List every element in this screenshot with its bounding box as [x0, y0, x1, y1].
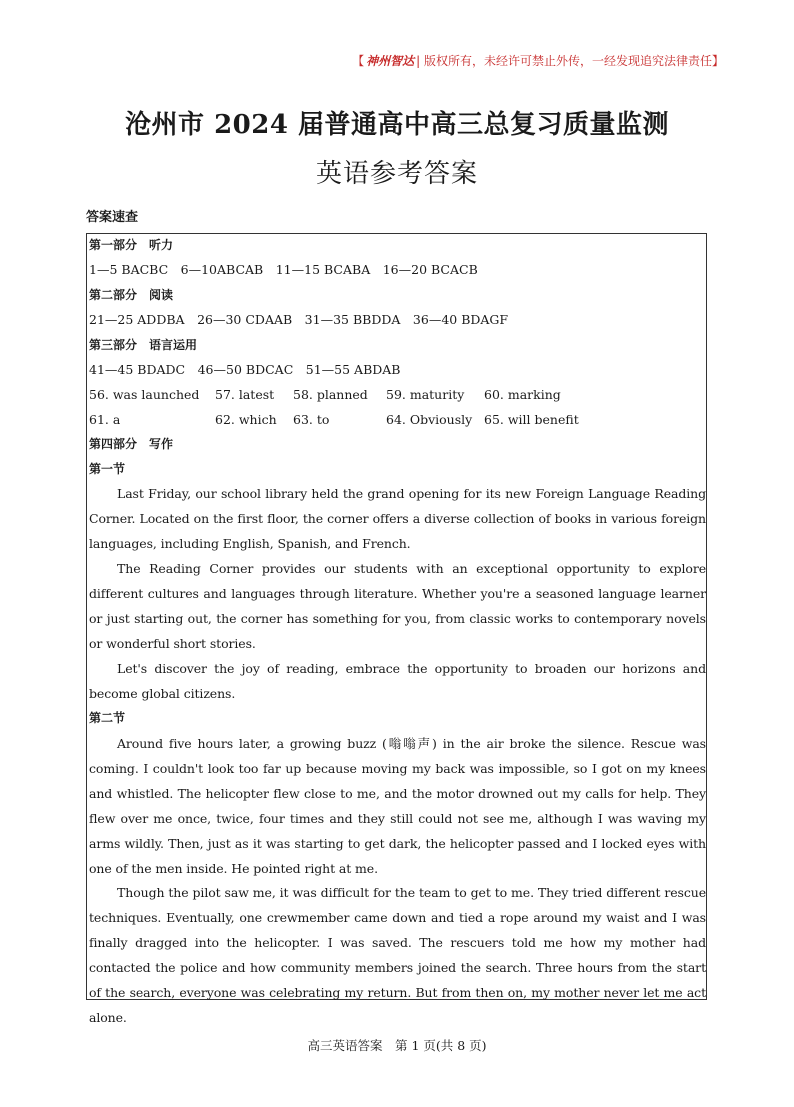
- document-title: 沧州市 2024 届普通高中高三总复习质量监测: [125, 110, 669, 140]
- section-listening-title: 第一部分 听力: [89, 238, 174, 252]
- fill-answer: 58. planned: [293, 387, 368, 402]
- notice-text: | 版权所有，未经许可禁止外传，一经发现追究法律责任: [416, 54, 712, 68]
- fill-answer: 62. which: [215, 412, 277, 427]
- writing-part2-paragraph-1: Around five hours later, a growing buzz (嗡嗡声) in the air broke the silence. Rescue was coming. I couldn't look too far up because moving my back was impossible, so I got on my knees and whistled. The helicopter flew close to me, and the motor drowned out my calls for help. They flew over me once, twice, four times and they still could not see me, although I was waving my arms wildly. Then, just as it was starting to get dark, the helicopter passed and I locked eyes with one of the men inside. He pointed right at me.: [89, 736, 706, 876]
- section-language-title: 第三部分 语言运用: [89, 338, 198, 352]
- fill-answer: 60. marking: [484, 387, 561, 402]
- quick-answers-label: 答案速查: [86, 210, 139, 225]
- section-language-answers: 41—45 BDADC 46—50 BDCAC 51—55 ABDAB: [89, 362, 401, 377]
- section-reading-title: 第二部分 阅读: [89, 288, 174, 302]
- writing-part2-title: 第二节: [89, 711, 126, 725]
- fill-answer: 64. Obviously: [386, 412, 473, 427]
- writing-part1-paragraph-1: Last Friday, our school library held the grand opening for its new Foreign Language Reading Corner. Located on the first floor, the corner offers a diverse collection of books in various foreign languages, including English, Spanish, and French.: [89, 486, 706, 551]
- section-listening-answers: 1—5 BACBC 6—10ABCAB 11—15 BCABA 16—20 BCACB: [89, 262, 478, 277]
- fill-answer: 63. to: [293, 412, 330, 427]
- notice-bracket-close: 】: [711, 54, 724, 68]
- section-writing-title: 第四部分 写作: [89, 437, 174, 451]
- fill-answer: 61. a: [89, 412, 121, 427]
- page-footer: 高三英语答案 第 1 页(共 8 页): [307, 1038, 487, 1053]
- section-reading-answers: 21—25 ADDBA 26—30 CDAAB 31—35 BBDDA 36—40 BDAGF: [89, 312, 509, 327]
- writing-part1-paragraph-2: The Reading Corner provides our students with an exceptional opportunity to explore different cultures and languages through literature. Whether you're a seasoned language learner or just starting out, the corner has something for you, from classic works to contemporary novels or wonderful short stories.: [89, 561, 706, 651]
- fill-answer: 57. latest: [215, 387, 275, 402]
- fill-answer: 59. maturity: [386, 387, 465, 402]
- publisher-logo: 神州智达: [366, 54, 415, 68]
- notice-bracket-open: 【: [352, 54, 365, 68]
- writing-part1-title: 第一节: [89, 462, 126, 476]
- document-subtitle: 英语参考答案: [315, 159, 478, 189]
- writing-part1-paragraph-3: Let's discover the joy of reading, embrace the opportunity to broaden our horizons and become global citizens.: [89, 661, 706, 701]
- writing-part2-paragraph-2: Though the pilot saw me, it was difficult for the team to get to me. They tried different rescue techniques. Eventually, one crewmember came down and tied a rope around my waist and I was finally dragged into the helicopter. I was saved. The rescuers told me how my mother had contacted the police and how community members joined the search. Three hours from the start of the search, everyone was celebrating my return. But from then on, my mother never let me act alone.: [89, 885, 706, 1025]
- fill-answer: 65. will benefit: [484, 412, 579, 427]
- fill-answer: 56. was launched: [89, 387, 200, 402]
- copyright-notice: [352, 52, 724, 69]
